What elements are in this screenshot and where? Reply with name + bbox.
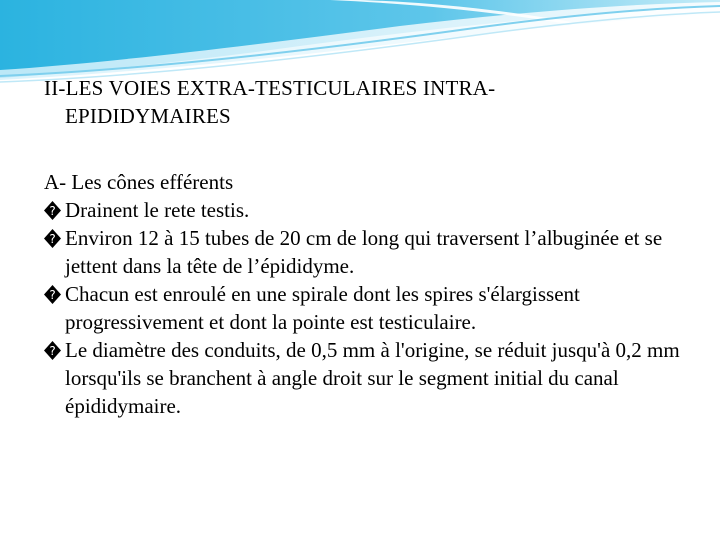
svg-text:?: ? <box>49 232 56 246</box>
section-heading: A- Les cônes efférents <box>44 170 234 194</box>
replacement-character-icon <box>44 339 61 358</box>
title-line-2: EPIDIDYMAIRES <box>65 104 231 128</box>
bullet-item <box>44 196 684 224</box>
slide-title <box>44 74 684 130</box>
bullet-text: Chacun est enroulé en une spirale dont les spires s'élargissent progressivement et dont la pointe est testiculaire. <box>65 282 580 334</box>
bullet-item <box>44 280 684 336</box>
bullet-text: Environ 12 à 15 tubes de 20 cm de long qui traversent l’albuginée et se jettent dans la tête de l’épididyme. <box>65 226 663 278</box>
title-line-1: II-LES VOIES EXTRA-TESTICULAIRES INTRA- <box>44 76 496 100</box>
bullet-text: Drainent le rete testis. <box>65 198 250 222</box>
svg-text:?: ? <box>49 344 56 358</box>
replacement-character-icon <box>44 283 61 302</box>
svg-text:?: ? <box>49 204 56 218</box>
section-body <box>44 168 684 420</box>
bullet-item <box>44 224 684 280</box>
bullet-text: Le diamètre des conduits, de 0,5 mm à l'origine, se réduit jusqu'à 0,2 mm lorsqu'ils se branchent à angle droit sur le segment initial du canal épididymaire. <box>65 338 680 418</box>
replacement-character-icon <box>44 227 61 246</box>
replacement-character-icon <box>44 199 61 218</box>
svg-text:?: ? <box>49 288 56 302</box>
bullet-item <box>44 336 684 420</box>
